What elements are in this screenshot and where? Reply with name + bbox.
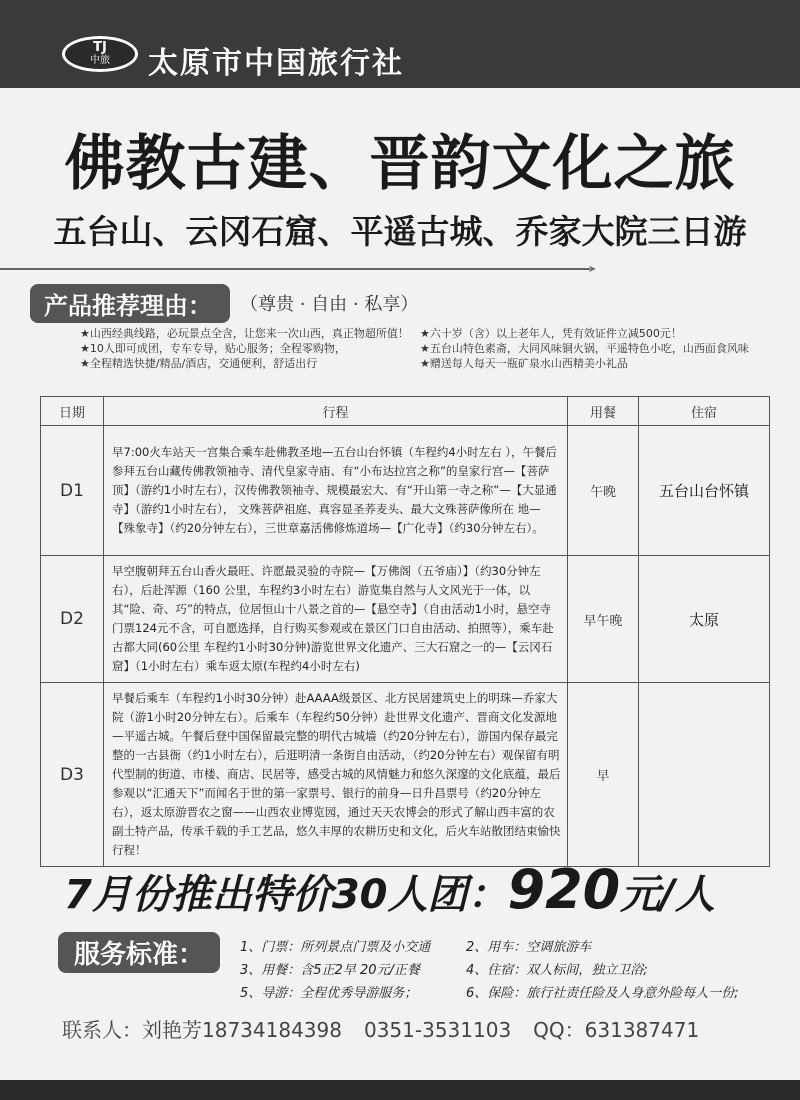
stay-cell: 太原 bbox=[639, 556, 770, 683]
price-unit: 元/人 bbox=[620, 872, 715, 918]
table-row bbox=[41, 556, 770, 683]
stay-cell bbox=[639, 683, 770, 867]
contact-phone: 0351-3531103 bbox=[363, 1018, 512, 1042]
price-prefix: 7月份推出特价30人团： bbox=[64, 872, 508, 918]
plan-cell: 早餐后乘车（车程约1小时30分钟）赴AAAA级景区、北方民居建筑史上的明珠—乔家大院（游1小时20分钟左右）。后乘车（车程约50分钟）赴世界文化遗产、晋商文化发源地—平遥古城。午餐后登中国保留最完整的明代古城墙（约20分钟左右），游国内保存最完整的一古县衙（约1小时左右），后逛明清一条街自由活动，（约20分钟左右）观保留有明代型制的街道、市楼、商店、民居等，感受古城的风情魅力和悠久深邃的文化底蕴，最后参观以“汇通天下”而闻名于世的第一家票号、银行的前身—日升昌票号（约20分钟左右），返太原游晋农之窗——山西农业博览园，通过天天农博会的形式了解山西丰富的农副土特产品，传承千载的手工艺品，悠久丰厚的农耕历史和文化，后火车站散团结束愉快行程！ bbox=[104, 683, 568, 867]
plan-cell: 早空腹朝拜五台山香火最旺、许愿最灵验的寺院—【万佛阁（五爷庙）】（约30分钟左右），后赴浑源（160 公里，车程约3小时左右）游览集自然与人文风光于一体，以其“险、奇、巧”的特点，位居恒山十八景之首的—【悬空寺】（自由活动1小时，悬空寺门票124元不含，可自愿选择，自行购买参观或在景区门口自由活动、拍照等），乘车赴古都大同(60公里 车程约1小时30分钟)游览世界文化遗产、三大石窟之一的—【云冈石窟】（1小时左右）乘车返太原(车程约4小时左右) bbox=[104, 556, 568, 683]
col-header-stay: 住宿 bbox=[639, 397, 770, 426]
service-item: 5、导游：全程优秀导游服务； bbox=[240, 986, 418, 1001]
itinerary-table bbox=[40, 396, 770, 867]
service-item: 1、门票：所列景点门票及小交通 bbox=[240, 940, 431, 955]
reasons-right-list bbox=[420, 326, 749, 371]
page-subtitle: 五台山、云冈石窟、平遥古城、乔家大院三日游 bbox=[53, 212, 747, 251]
table-header-row bbox=[41, 397, 770, 426]
reason-item: ★五台山特色素斋，大同风味铜火锅，平遥特色小吃，山西面食风味 bbox=[420, 342, 749, 355]
recommend-reasons-subtitle: （尊贵 · 自由 · 私享） bbox=[240, 294, 419, 315]
stay-cell: 五台山台怀镇 bbox=[639, 426, 770, 556]
company-logo bbox=[62, 36, 138, 72]
divider-arrow-icon: ➤ bbox=[588, 264, 597, 275]
header-bar bbox=[0, 0, 800, 88]
special-price bbox=[64, 858, 715, 921]
service-item: 3、用餐：含5正2早 20元/正餐 bbox=[240, 963, 420, 978]
divider-line bbox=[0, 268, 590, 270]
col-header-meal: 用餐 bbox=[568, 397, 639, 426]
service-standards-tag: 服务标准： bbox=[58, 932, 220, 973]
day-cell: D2 bbox=[41, 556, 104, 683]
service-item: 6、保险：旅行社责任险及人身意外险每人一份; bbox=[466, 986, 739, 1001]
reason-item: ★山西经典线路，必玩景点全含，让您来一次山西，真正物超所值！ bbox=[80, 327, 409, 340]
meal-cell: 午晚 bbox=[568, 426, 639, 556]
price-amount: 920 bbox=[507, 858, 621, 921]
col-header-plan: 行程 bbox=[104, 397, 568, 426]
table-row bbox=[41, 426, 770, 556]
service-item: 4、住宿：双人标间，独立卫浴; bbox=[466, 963, 648, 978]
company-name: 太原市中国旅行社 bbox=[148, 46, 404, 81]
col-header-day: 日期 bbox=[41, 397, 104, 426]
contact-person: 联系人：刘艳芳18734184398 bbox=[62, 1018, 342, 1042]
reason-item: ★全程精选快捷/精品/酒店，交通便利，舒适出行 bbox=[80, 357, 318, 370]
day-cell: D3 bbox=[41, 683, 104, 867]
reason-item: ★赠送每人每天一瓶矿泉水山西精美小礼品 bbox=[420, 357, 628, 370]
day-cell: D1 bbox=[41, 426, 104, 556]
service-item: 2、用车：空调旅游车 bbox=[466, 940, 592, 955]
plan-cell: 早7:00火车站天一宫集合乘车赴佛教圣地—五台山台怀镇（车程约4小时左右 ），午餐后参拜五台山藏传佛教领袖寺、清代皇家寺庙、有“小布达拉宫之称”的皇家行宫—【菩萨顶】（游约1小时左右），汉传佛教领袖寺、规模最宏大、有“开山第一寺之称”—【大显通寺】（游约1小时左右）， 文殊菩萨祖庭、真容显圣荞麦头、最大文殊菩萨像所在 地—【殊象寺】（约20分钟左右），三世章嘉活佛修炼道场—【广化寺】（约30分钟左右）。 bbox=[104, 426, 568, 556]
contact-line bbox=[62, 1014, 721, 1043]
table-row bbox=[41, 683, 770, 867]
meal-cell: 早午晚 bbox=[568, 556, 639, 683]
footer-bar bbox=[0, 1080, 800, 1100]
meal-cell: 早 bbox=[568, 683, 639, 867]
reason-item: ★10人即可成团，专车专导，贴心服务；全程零购物， bbox=[80, 342, 346, 355]
logo-text: 中旅 bbox=[90, 55, 110, 66]
reason-item: ★六十岁（含）以上老年人，凭有效证件立减500元！ bbox=[420, 327, 682, 340]
logo-mark: TJ bbox=[93, 40, 107, 55]
page-title: 佛教古建、晋韵文化之旅 bbox=[64, 129, 736, 199]
reasons-left-list bbox=[80, 326, 409, 371]
contact-qq: QQ：631387471 bbox=[533, 1018, 700, 1042]
recommend-reasons-tag: 产品推荐理由： bbox=[30, 284, 230, 323]
